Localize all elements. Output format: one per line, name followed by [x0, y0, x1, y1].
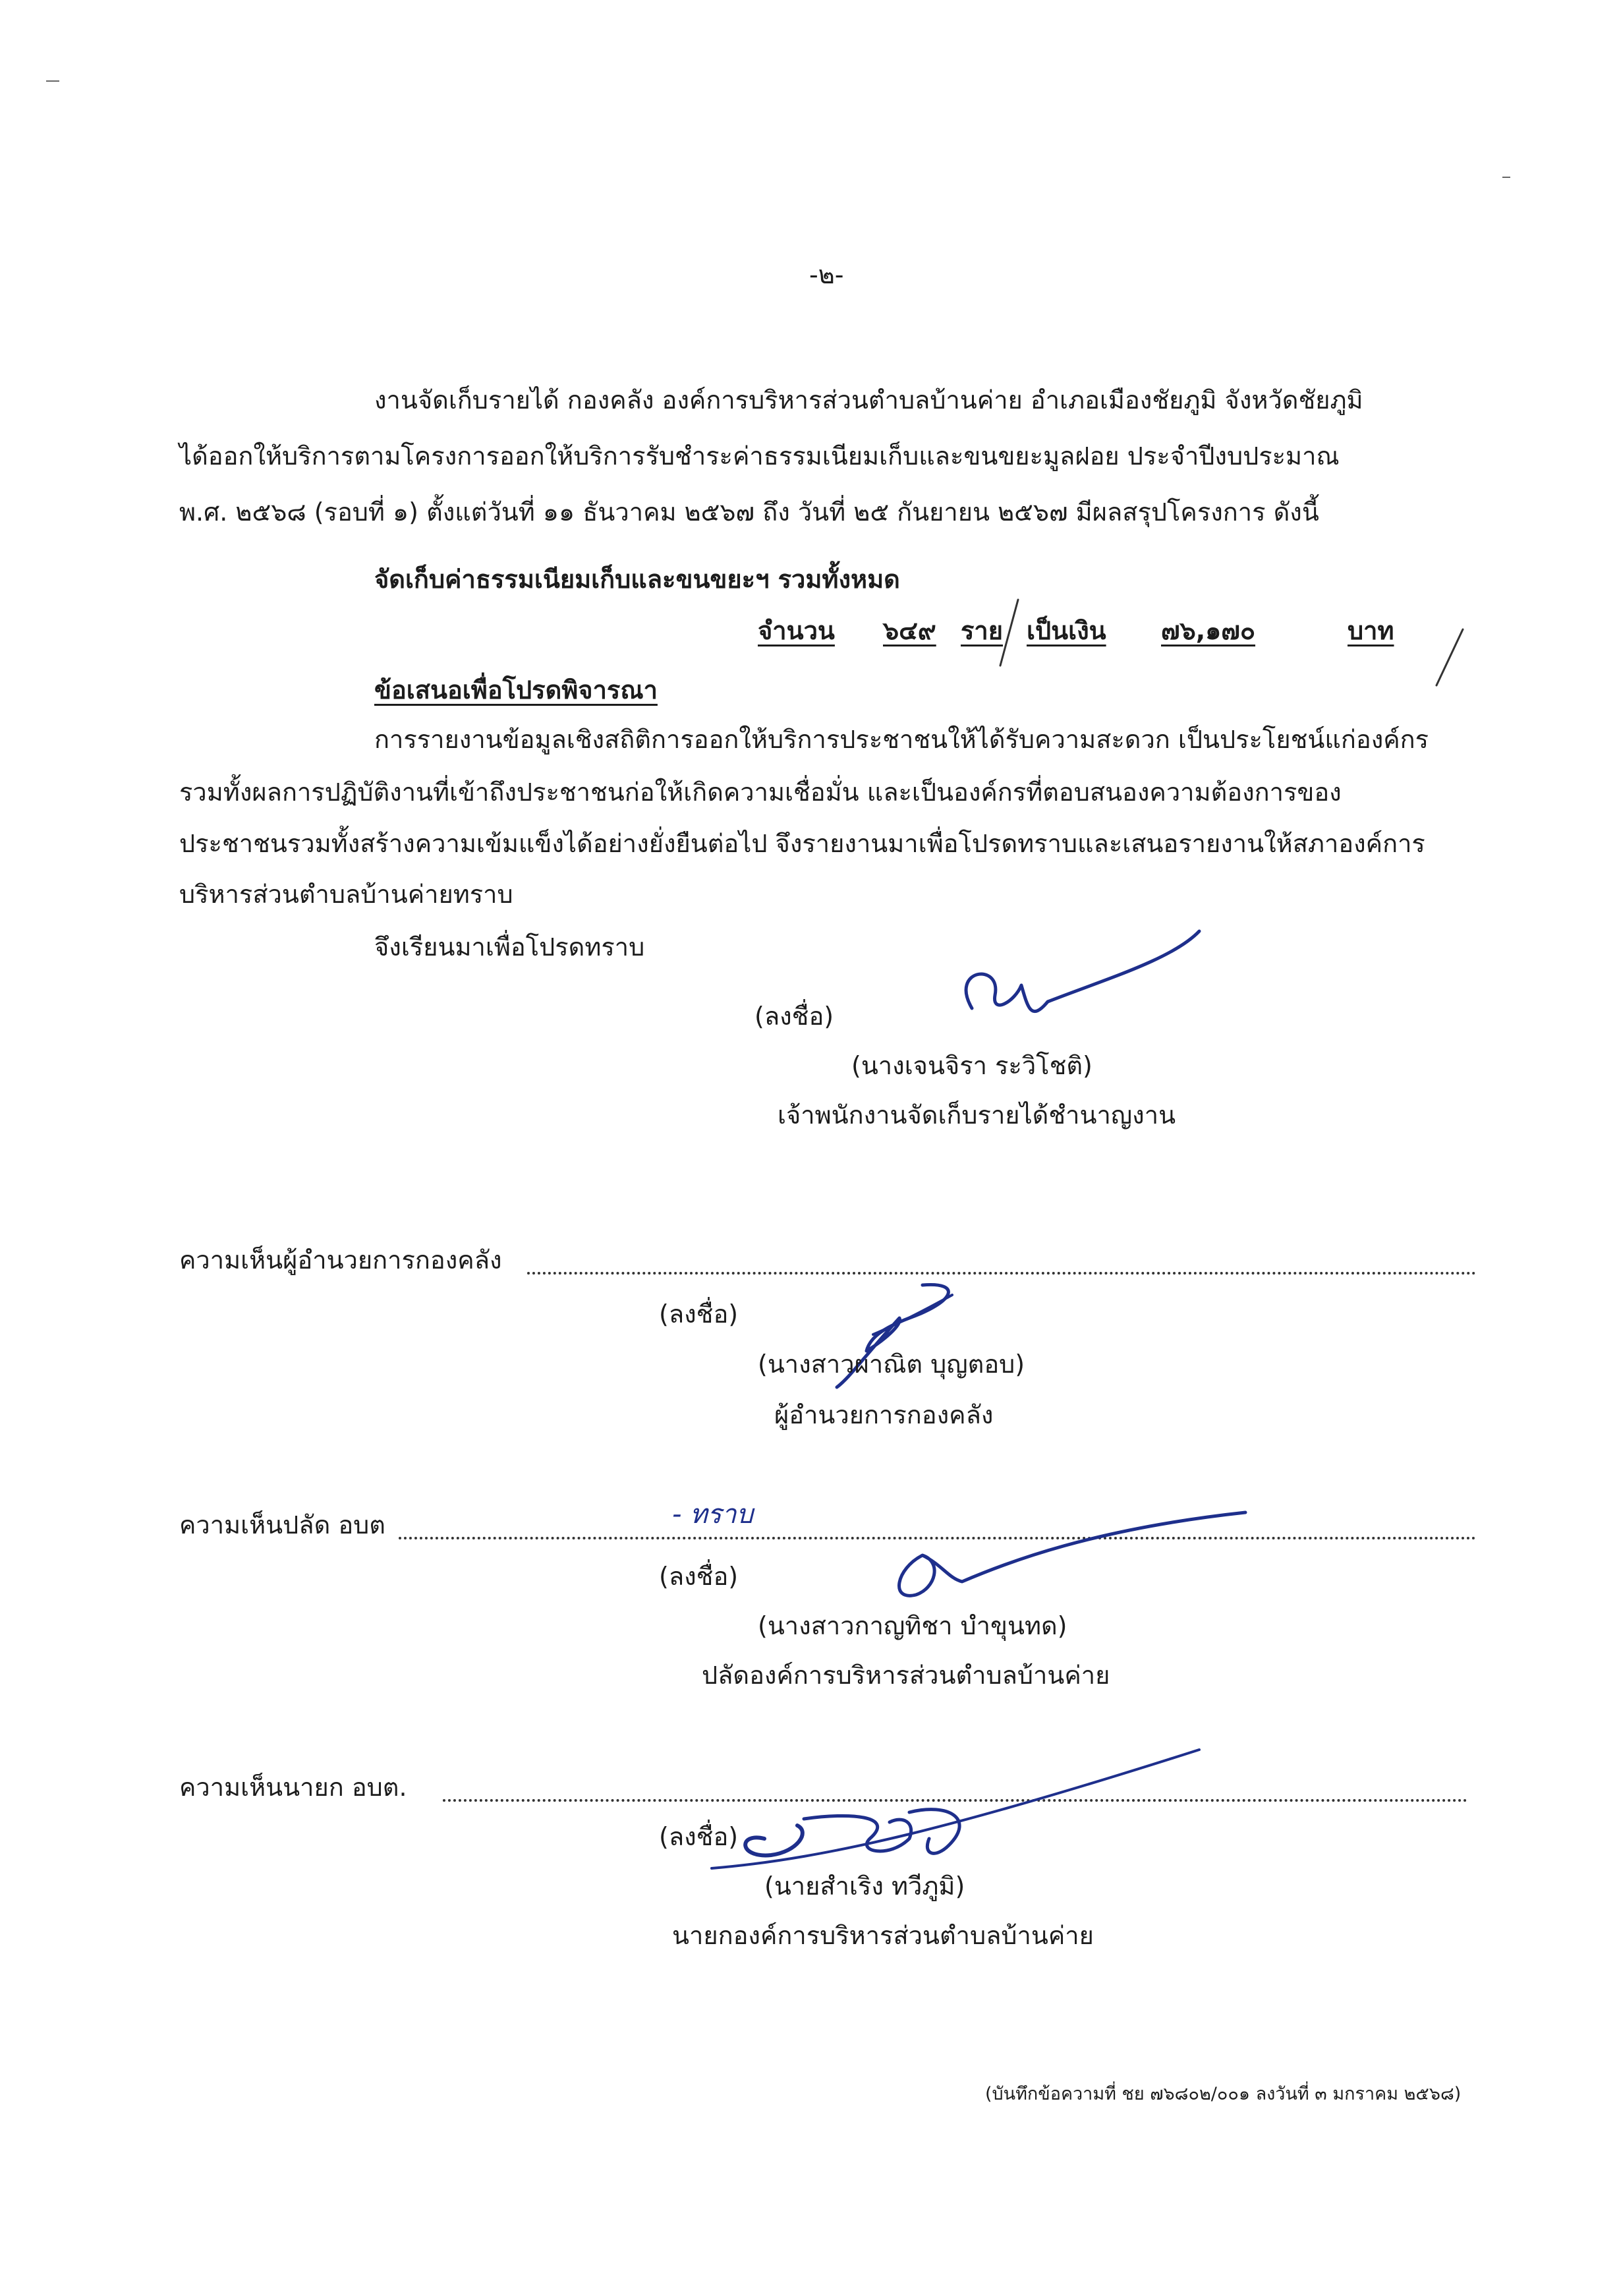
signature-3-icon	[876, 1503, 1272, 1608]
summary-count-unit: ราย	[961, 616, 1004, 645]
proposal-line-1: การรายงานข้อมูลเชิงสถิติการออกให้บริการประชาชนให้ได้รับความสะดวก เป็นประโยชน์แก่องค์กร	[374, 725, 1429, 754]
summary-amount-label: เป็นเงิน	[1027, 616, 1106, 645]
opinion-finance-dotted-line	[527, 1272, 1476, 1275]
opinion-finance-sign-label: (ลงชื่อ)	[659, 1300, 739, 1329]
intro-line-3: พ.ศ. ๒๕๖๘ (รอบที่ ๑) ตั้งแต่วันที่ ๑๑ ธันวาคม ๒๕๖๗ ถึง วันที่ ๒๕ กันยายน ๒๕๖๗ มีผลสรุปโครงการ ดังนี้	[179, 498, 1319, 527]
opinion-mayor-sign-label: (ลงชื่อ)	[659, 1822, 739, 1851]
opinion-clerk-sign-label: (ลงชื่อ)	[659, 1562, 739, 1591]
opinion-mayor-position: นายกองค์การบริหารส่วนตำบลบ้านค่าย	[672, 1921, 1094, 1950]
footer-reference: (บันทึกข้อความที่ ชย ๗๖๘๐๒/๐๐๑ ลงวันที่ ๓ มกราคม ๒๕๖๘)	[985, 2084, 1462, 2104]
intro-line-1: งานจัดเก็บรายได้ กองคลัง องค์การบริหารส่วนตำบลบ้านค่าย อำเภอเมืองชัยภูมิ จังหวัดชัยภูมิ	[374, 386, 1363, 415]
proposal-line-4: บริหารส่วนตำบลบ้านค่ายทราบ	[179, 880, 513, 909]
signature-4-icon	[698, 1740, 1226, 1885]
proposal-heading: ข้อเสนอเพื่อโปรดพิจารณา	[374, 675, 658, 704]
summary-amount-unit: บาท	[1348, 616, 1394, 645]
closing-text: จึงเรียนมาเพื่อโปรดทราบ	[374, 933, 645, 961]
page-number: -๒-	[809, 260, 844, 289]
opinion-finance-name: (นางสาวผาณิต บุญตอบ)	[758, 1350, 1025, 1379]
signature-1-icon	[923, 923, 1219, 1041]
summary-heading: จัดเก็บค่าธรรมเนียมเก็บและขนขยะฯ รวมทั้งหมด	[374, 565, 900, 594]
signer1-position: เจ้าพนักงานจัดเก็บรายได้ชำนาญงาน	[778, 1101, 1176, 1130]
summary-count-label: จำนวน	[758, 616, 835, 645]
intro-line-2: ได้ออกให้บริการตามโครงการออกให้บริการรับชำระค่าธรรมเนียมเก็บและขนขยะมูลฝอย ประจำปีงบประมาณ	[179, 442, 1340, 471]
check-mark-icon	[0, 0, 1619, 725]
proposal-line-3: ประชาชนรวมทั้งสร้างความเข้มแข็งได้อย่างยั่งยืนต่อไป จึงรายงานมาเพื่อโปรดทราบและเสนอรายงานให้สภาองค์การ	[179, 829, 1425, 858]
opinion-clerk-name: (นางสาวกาญทิชา บำขุนทด)	[758, 1611, 1067, 1640]
opinion-finance-position: ผู้อำนวยการกองคลัง	[774, 1400, 994, 1429]
summary-amount-value: ๗๖,๑๗๐	[1161, 616, 1256, 645]
opinion-mayor-label: ความเห็นนายก อบต.	[179, 1773, 407, 1802]
signer1-sign-label: (ลงชื่อ)	[754, 1002, 834, 1031]
opinion-clerk-handwritten-note: - ทราบ	[672, 1499, 753, 1530]
summary-count-value: ๖๔๙	[883, 616, 936, 645]
opinion-clerk-position: ปลัดองค์การบริหารส่วนตำบลบ้านค่าย	[702, 1661, 1110, 1690]
opinion-finance-label: ความเห็นผู้อำนวยการกองคลัง	[179, 1246, 502, 1275]
opinion-mayor-name: (นายสำเริง ทวีภูมิ)	[764, 1872, 965, 1901]
signer1-name: (นางเจนจิรา ระวิโชติ)	[851, 1051, 1093, 1080]
opinion-clerk-label: ความเห็นปลัด อบต	[179, 1510, 385, 1539]
proposal-line-2: รวมทั้งผลการปฏิบัติงานที่เข้าถึงประชาชนก่อให้เกิดความเชื่อมั่น และเป็นองค์กรที่ตอบสนองความต้องการของ	[179, 778, 1342, 807]
